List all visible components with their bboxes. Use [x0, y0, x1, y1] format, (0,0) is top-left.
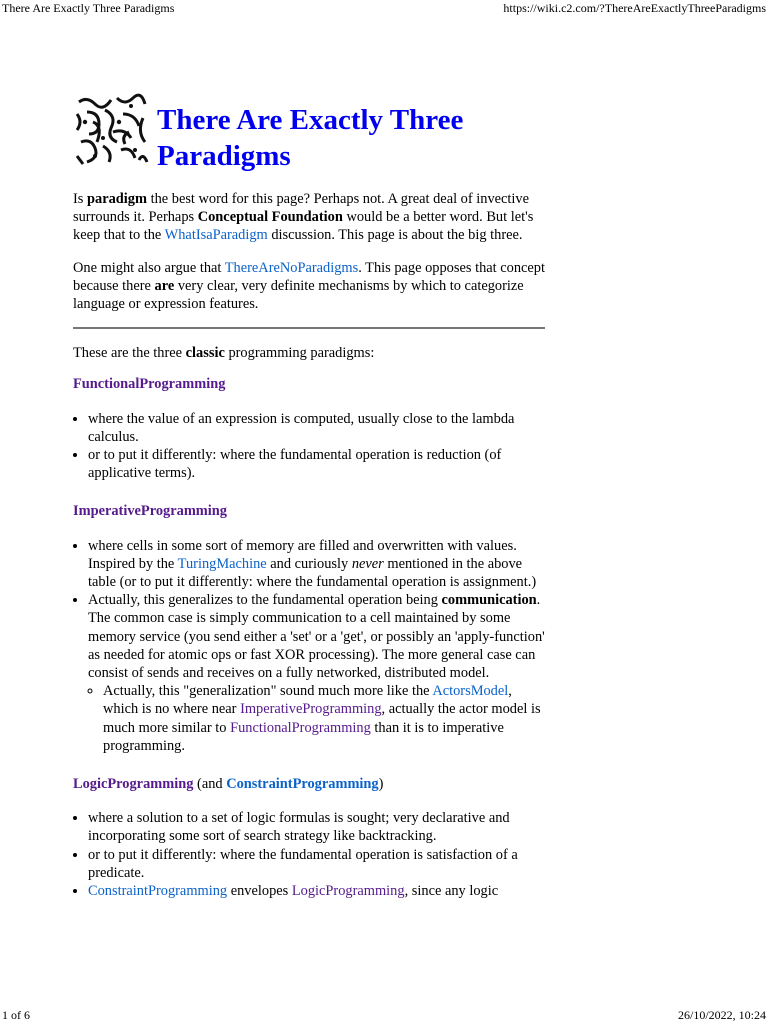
list-item: • or to put it differently: where the fundamental operation is satisfaction of a predicate.	[88, 846, 545, 882]
classic-paragraph	[73, 344, 545, 362]
bold-text: are	[154, 277, 175, 294]
link-turingmachine[interactable]: TuringMachine	[177, 555, 267, 572]
print-footer-timestamp: 26/10/2022, 10:24	[677, 1008, 766, 1022]
link-functionalprogramming[interactable]: FunctionalProgramming	[230, 719, 371, 736]
horizontal-rule	[73, 327, 545, 329]
imperative-list	[73, 537, 545, 755]
classic-text: programming paradigms:	[224, 345, 375, 362]
intro-text: discussion. This page is about the big three.	[267, 227, 523, 244]
print-footer-page-count: 1 of 6	[2, 1008, 30, 1022]
print-header-title: There Are Exactly Three Paradigms	[2, 1, 175, 15]
intro-text: One might also argue that	[73, 259, 225, 276]
imperative-sublist	[88, 682, 545, 755]
link-therearenoparadigms[interactable]: ThereAreNoParadigms	[224, 259, 359, 276]
heading-text: (and	[193, 776, 227, 793]
list-item	[88, 537, 545, 592]
intro-text: Is	[73, 191, 87, 207]
functional-list	[73, 410, 545, 483]
list-item: • where the value of an expression is computed, usually close to the lambda calculus.	[88, 410, 545, 446]
page-title: There Are Exactly Three Paradigms	[157, 104, 464, 172]
heading-functional	[73, 375, 545, 393]
link-whatisaparadigm[interactable]: WhatIsaParadigm	[164, 227, 268, 244]
intro-text: very clear, very definite mechanisms by which to categorize language or expression features.	[73, 277, 524, 313]
title-bar	[73, 92, 545, 174]
article	[73, 92, 545, 914]
heading-imperative	[73, 502, 545, 520]
bold-text: Conceptual Foundation	[197, 209, 343, 226]
logic-list	[73, 809, 545, 900]
link-functionalprogramming[interactable]: FunctionalProgramming	[73, 376, 226, 393]
link-imperativeprogramming[interactable]: ImperativeProgramming	[73, 503, 227, 520]
classic-text: These are the three	[73, 345, 186, 362]
link-constraintprogramming[interactable]: ConstraintProgramming	[226, 776, 379, 793]
list-item	[88, 591, 545, 755]
bold-text: classic	[185, 345, 225, 362]
item-text: , which is no where near	[103, 683, 512, 718]
heading-text: )	[378, 776, 384, 793]
item-text: . The common case is simply communication to a cell maintained by some memory service (you send either a 'set' or a 'get', or possibly an 'apply-function' as needed for atomic ops or fast XOR processing). The more general case can consist of sends and receives on a fully networked, distributed model.	[88, 592, 545, 682]
link-actorsmodel[interactable]: ActorsModel	[432, 683, 509, 700]
item-text: envelopes	[227, 883, 292, 900]
item-text: , since any logic	[404, 883, 499, 900]
bold-text: communication	[441, 592, 537, 609]
list-item: • or to put it differently: where the fundamental operation is reduction (of applicative terms).	[88, 446, 545, 482]
heading-logic	[73, 775, 545, 793]
item-text: Actually, this "generalization" sound much more like the	[103, 683, 433, 700]
list-item	[88, 882, 545, 900]
item-text: mentioned in the above table (or to put it differently: where the fundamental operation is assignment.)	[88, 555, 537, 591]
link-imperativeprogramming[interactable]: ImperativeProgramming	[240, 701, 382, 718]
intro-paragraph-2	[73, 259, 545, 314]
item-text: where cells in some sort of memory are filled and overwritten with values. Inspired by the	[88, 537, 517, 572]
intro-text: the best word for this page? Perhaps not. A great deal of invective surrounds it. Perhaps	[73, 191, 530, 226]
intro-paragraph-1	[73, 190, 545, 245]
link-constraintprogramming[interactable]: ConstraintProgramming	[88, 883, 228, 900]
item-text: Actually, this generalizes to the fundamental operation being	[88, 592, 442, 609]
link-logicprogramming[interactable]: LogicProgramming	[291, 883, 405, 900]
italic-text: never	[351, 555, 384, 572]
intro-text: . This page opposes that concept because there	[73, 259, 545, 294]
intro-text: would be a better word. But let's keep that to the	[73, 209, 534, 244]
item-text: and curiously	[266, 555, 352, 572]
list-item	[103, 682, 545, 755]
list-item: • where a solution to a set of logic formulas is sought; very declarative and incorporating some sort of search strategy like backtracking.	[88, 809, 545, 845]
print-header-url: https://wiki.c2.com/?ThereAreExactlyThreeParadigms	[503, 1, 766, 15]
item-text: than it is to imperative programming.	[103, 719, 504, 754]
bold-text: paradigm	[87, 191, 147, 207]
c2-wiki-logo-icon[interactable]	[73, 92, 149, 168]
link-logicprogramming[interactable]: LogicProgramming	[73, 776, 194, 793]
item-text: , actually the actor model is much more similar to	[103, 701, 541, 736]
